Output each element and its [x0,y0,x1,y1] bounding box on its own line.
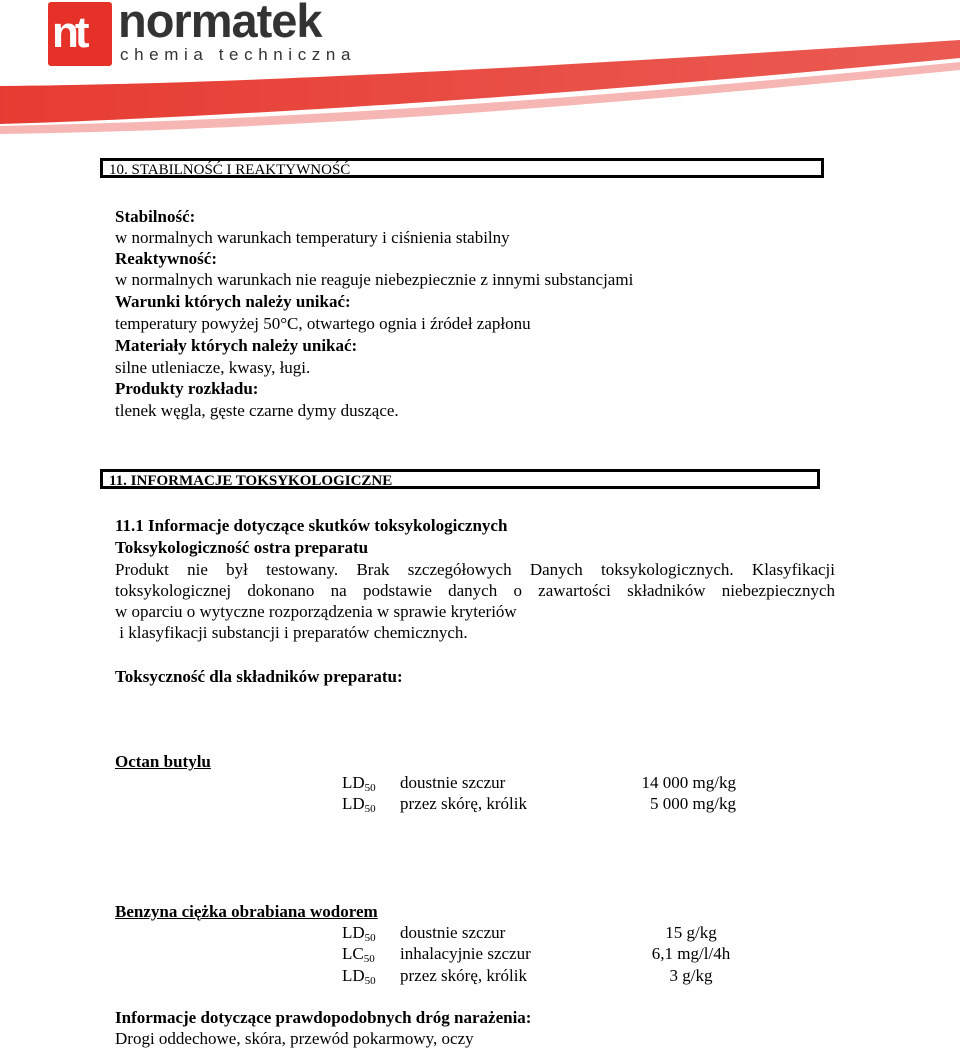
section-11-title: 11. INFORMACJE TOKSYKOLOGICZNE [109,473,393,489]
tox-measure: $LD_{50}$ [342,923,376,944]
stability-label: Stabilność: [115,207,196,226]
acute-toxicity-label: Toksykologiczność ostra preparatu [115,538,369,557]
tox-value: 15 g/kg [665,923,717,942]
brand-tagline: chemia techniczna [120,45,356,64]
logo-mark-box [48,2,112,66]
reactivity-label: Reaktywność: [115,249,217,268]
exposure-label: Informacje dotyczące prawdopodobnych dróg narażenia: [115,1008,532,1027]
tox-value: 5 000 mg/kg [650,794,736,813]
avoid-materials-text: silne utleniacze, kwasy, ługi. [115,358,311,377]
tox-value: 14 000 mg/kg [641,773,736,792]
section-10-header [100,158,824,178]
exposure-text: Drogi oddechowe, skóra, przewód pokarmowy, oczy [115,1029,474,1048]
tox-route: przez skórę, królik [400,966,527,985]
tox-route: doustnie szczur [400,773,506,792]
avoid-conditions-text: temperatury powyżej 50°C, otwartego ognia i źródeł zapłonu [115,314,531,333]
components-toxicity-label: Toksyczność dla składników preparatu: [115,667,403,686]
tox-paragraph-line-3: w oparciu o wytyczne rozporządzenia w sprawie kryteriów [115,602,517,621]
tox-measure: $LC_{50}$ [342,944,375,965]
brand-name: normatek [118,0,322,47]
tox-value: 3 g/kg [669,966,713,985]
component-name: Benzyna ciężka obrabiana wodorem [115,902,378,921]
avoid-materials-label: Materiały których należy unikać: [115,336,358,355]
tox-measure: $LD_{50}$ [342,794,376,815]
section-11-header [100,469,820,489]
tox-paragraph-line-4: i klasyfikacji substancji i preparatów chemicznych. [115,623,468,642]
page-header [0,0,960,140]
reactivity-text: w normalnych warunkach nie reaguje niebezpiecznie z innymi substancjami [115,270,634,289]
avoid-conditions-label: Warunki których należy unikać: [115,292,351,311]
tox-route: przez skórę, królik [400,794,527,813]
decomposition-label: Produkty rozkładu: [115,379,259,398]
decomposition-text: tlenek węgla, gęste czarne dymy duszące. [115,401,399,420]
stability-text: w normalnych warunkach temperatury i ciśnienia stabilny [115,228,510,247]
tox-measure: $LD_{50}$ [342,773,376,794]
tox-paragraph-line-2: toksykologicznej dokonano na podstawie danych o zawartości składników niebezpiecznych [115,581,835,600]
section-10-title: 10. STABILNOŚĆ I REAKTYWNOŚĆ [109,162,351,178]
tox-measure: $LD_{50}$ [342,966,376,987]
logo-mark-text: nt [52,8,86,57]
tox-route: doustnie szczur [400,923,506,942]
tox-value: 6,1 mg/l/4h [651,944,731,963]
tox-paragraph-line-1: Produkt nie był testowany. Brak szczegółowych Danych toksykologicznych. Klasyfikacji [115,560,835,579]
component-name: Octan butylu [115,752,211,771]
tox-subheading: 11.1 Informacje dotyczące skutków toksykologicznych [115,516,508,535]
tox-route: inhalacyjnie szczur [400,944,531,963]
